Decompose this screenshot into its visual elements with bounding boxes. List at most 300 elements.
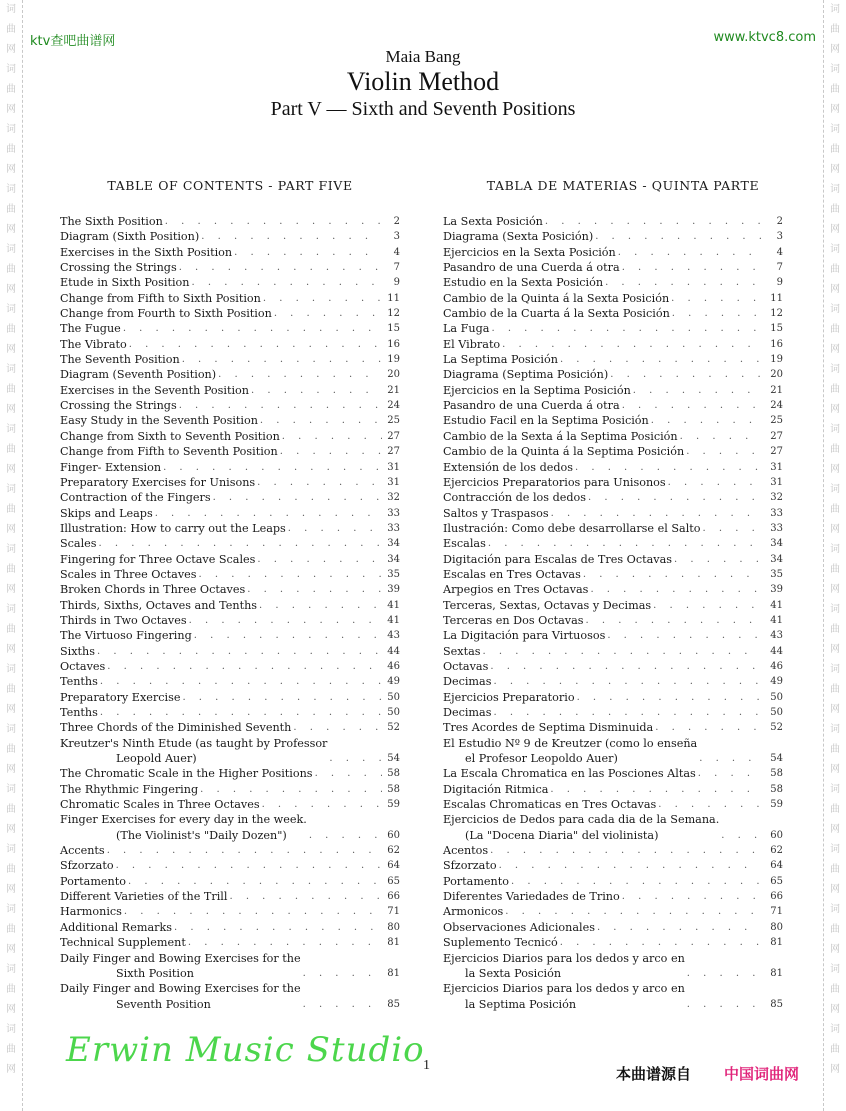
watermark-char: 曲 — [6, 24, 16, 35]
toc-entry-title-line: Terceras, Sextas, Octavas y Decimas — [443, 598, 652, 612]
watermark-char: 网 — [830, 404, 840, 415]
toc-entry-title — [443, 460, 573, 475]
dot-leader — [488, 659, 761, 674]
toc-entry — [443, 858, 783, 873]
toc-entry — [443, 521, 783, 536]
dot-leader — [95, 644, 382, 659]
watermark-char: 曲 — [6, 1044, 16, 1055]
toc-entry-title-line: Skips and Leaps — [60, 506, 153, 520]
watermark-char-group — [830, 120, 840, 180]
toc-entry-page-number: 34 — [387, 538, 400, 550]
toc-entry — [60, 321, 400, 336]
toc-entry — [60, 460, 400, 475]
dot-leader — [549, 506, 761, 521]
toc-entry-title — [60, 260, 177, 275]
toc-entry-title-line: Digitación para Escalas de Tres Octavas — [443, 552, 672, 566]
watermark-char: 曲 — [6, 444, 16, 455]
toc-entry-title — [443, 858, 497, 873]
toc-entry-page-number: 58 — [387, 768, 400, 780]
dot-leader — [105, 843, 382, 858]
toc-entry-page-number: 41 — [770, 599, 783, 611]
watermark-char-group — [830, 1020, 840, 1080]
toc-entry — [60, 521, 400, 536]
toc-entry-title — [60, 613, 187, 628]
toc-entry — [60, 920, 400, 935]
toc-entry — [60, 367, 400, 382]
dot-leader — [672, 552, 761, 567]
watermark-char: 网 — [830, 584, 840, 595]
toc-entry-title-line: The Vibrato — [60, 337, 127, 351]
toc-entry-title — [60, 429, 280, 444]
dot-leader — [301, 997, 382, 1012]
dot-leader — [255, 475, 382, 490]
watermark-char-group — [6, 540, 16, 600]
toc-entry-title — [443, 690, 575, 705]
dot-leader — [186, 935, 382, 950]
watermark-char: 网 — [830, 524, 840, 535]
toc-entry-title-line: Armonicos — [443, 905, 504, 919]
watermark-char: 网 — [6, 224, 16, 235]
watermark-char: 曲 — [830, 804, 840, 815]
toc-entry-title-line: Finger Exercises for every day in the week. — [60, 813, 307, 827]
watermark-char: 网 — [830, 464, 840, 475]
toc-entry — [443, 306, 783, 321]
toc-entry-title-continuation: el Profesor Leopoldo Auer) — [465, 752, 618, 766]
watermark-char: 词 — [830, 244, 840, 255]
book-subtitle: Part V — Sixth and Seventh Positions — [270, 98, 576, 120]
toc-entry-title — [60, 644, 95, 659]
toc-entry-title — [60, 291, 261, 306]
toc-entry — [60, 245, 400, 260]
watermark-char: 曲 — [6, 564, 16, 575]
toc-entry-title-line: Scales in Three Octaves — [60, 567, 197, 581]
toc-entry — [60, 598, 400, 613]
footer-source-site: 中国词曲网 — [724, 1065, 800, 1083]
toc-entry — [60, 736, 400, 767]
toc-entry-page-number: 25 — [770, 415, 783, 427]
watermark-char-group — [830, 960, 840, 1020]
watermark-char: 曲 — [830, 264, 840, 275]
watermark-char: 曲 — [830, 84, 840, 95]
toc-entry-title — [60, 904, 122, 919]
watermark-char: 网 — [6, 944, 16, 955]
toc-entry-title-line: Thirds, Sixths, Octaves and Tenths — [60, 598, 258, 612]
toc-entry-title-line: Arpegios en Tres Octavas — [443, 583, 589, 597]
toc-entry — [60, 720, 400, 735]
toc-entry-page-number: 81 — [770, 967, 783, 979]
toc-entry-title — [443, 413, 649, 428]
toc-entry — [443, 337, 783, 352]
toc-entry-title-line: Daily Finger and Bowing Exercises for the — [60, 982, 301, 996]
dot-leader — [588, 582, 761, 597]
toc-entry-title — [443, 935, 558, 950]
toc-entry — [443, 291, 783, 306]
toc-entry-title-line: Chromatic Scales in Three Octaves — [60, 798, 260, 812]
watermark-char: 网 — [6, 344, 16, 355]
toc-entry-page-number: 7 — [393, 262, 400, 274]
watermark-char: 词 — [830, 124, 840, 135]
toc-heading-english: TABLE OF CONTENTS - PART FIVE — [107, 178, 353, 193]
dot-leader — [595, 920, 761, 935]
dot-leader — [685, 997, 761, 1012]
dot-leader — [543, 214, 761, 229]
toc-entry-page-number: 7 — [776, 262, 783, 274]
toc-entry-title-line: La Escala Chromatica en las Posciones Altas — [443, 767, 696, 781]
dot-leader — [653, 720, 761, 735]
toc-entry-title — [443, 291, 669, 306]
toc-entry-title-line: Tres Acordes de Septima Disminuida — [443, 721, 654, 735]
toc-entry-title — [60, 398, 177, 413]
toc-entry — [443, 214, 783, 229]
dot-leader — [656, 797, 761, 812]
toc-entry-page-number: 71 — [387, 906, 400, 918]
watermark-char: 曲 — [6, 804, 16, 815]
watermark-char-group — [830, 540, 840, 600]
toc-entry-page-number: 49 — [387, 676, 400, 688]
watermark-char-group — [6, 420, 16, 480]
toc-entry-page-number: 59 — [770, 799, 783, 811]
watermark-char: 曲 — [830, 984, 840, 995]
toc-entry-title — [443, 444, 684, 459]
toc-entry — [60, 951, 400, 982]
toc-entry-title — [60, 460, 161, 475]
dot-leader — [489, 321, 761, 336]
dot-leader — [697, 751, 761, 766]
toc-entry-title — [443, 736, 697, 767]
watermark-char-group — [830, 300, 840, 360]
toc-entry-page-number: 9 — [776, 277, 783, 289]
watermark-char: 词 — [6, 964, 16, 975]
watermark-char-group — [6, 660, 16, 720]
dot-leader — [575, 690, 761, 705]
toc-entry-title — [60, 352, 180, 367]
page-header — [0, 46, 846, 122]
watermark-char: 词 — [6, 64, 16, 75]
watermark-char-group — [6, 720, 16, 780]
watermark-char: 词 — [830, 1024, 840, 1035]
watermark-char: 词 — [6, 124, 16, 135]
dot-leader — [509, 874, 761, 889]
watermark-char: 曲 — [830, 324, 840, 335]
toc-entry — [60, 659, 400, 674]
toc-entry-title-line: Tenths — [60, 675, 98, 689]
watermark-char: 词 — [6, 604, 16, 615]
toc-entry-title-line: Suplemento Tecnicó — [443, 936, 558, 950]
dot-leader — [491, 705, 761, 720]
toc-entry — [443, 782, 783, 797]
watermark-char: 曲 — [6, 264, 16, 275]
toc-entry-page-number: 62 — [770, 845, 783, 857]
dot-leader — [98, 674, 382, 689]
toc-entry-page-number: 58 — [770, 768, 783, 780]
toc-entry-title-line: Crossing the Strings — [60, 261, 177, 275]
toc-entry-page-number: 46 — [387, 660, 400, 672]
dot-leader — [678, 429, 761, 444]
toc-entry-page-number: 4 — [393, 246, 400, 258]
toc-entry-page-number: 85 — [387, 998, 400, 1010]
watermark-char-group — [6, 240, 16, 300]
watermark-char: 曲 — [6, 924, 16, 935]
watermark-char: 词 — [6, 904, 16, 915]
dot-leader — [558, 935, 761, 950]
toc-entry-title — [443, 981, 685, 1012]
dot-leader — [313, 766, 382, 781]
toc-entry-page-number: 54 — [770, 753, 783, 765]
toc-entry-title — [443, 506, 549, 521]
toc-entry — [443, 736, 783, 767]
dot-leader — [286, 521, 382, 536]
toc-entry — [443, 552, 783, 567]
toc-entry-title-line: Pasandro de una Cuerda á otra — [443, 399, 620, 413]
toc-entry-title — [443, 613, 583, 628]
watermark-char: 曲 — [6, 324, 16, 335]
toc-entry-title — [60, 659, 105, 674]
toc-entry-title — [60, 214, 163, 229]
watermark-char-group — [6, 300, 16, 360]
toc-entry-page-number: 65 — [387, 875, 400, 887]
toc-entry — [60, 904, 400, 919]
watermark-char: 网 — [830, 104, 840, 115]
dot-leader — [153, 506, 382, 521]
dot-leader — [272, 306, 382, 321]
toc-entry-page-number: 3 — [776, 231, 783, 243]
toc-entry-page-number: 44 — [770, 645, 783, 657]
watermark-char: 网 — [830, 944, 840, 955]
toc-entry-title — [443, 797, 656, 812]
toc-entry-title — [60, 413, 258, 428]
toc-entry-title-continuation: la Septima Posición — [465, 997, 577, 1011]
watermark-char-group — [6, 840, 16, 900]
toc-entry — [60, 582, 400, 597]
dot-leader — [172, 920, 382, 935]
toc-entry-page-number: 41 — [387, 599, 400, 611]
toc-entry-title — [60, 245, 232, 260]
dot-leader — [620, 889, 761, 904]
toc-entry-title-line: El Estudio Nº 9 de Kreutzer (como lo enseña — [443, 736, 698, 750]
toc-entry-page-number: 27 — [770, 446, 783, 458]
toc-entry — [60, 981, 400, 1012]
toc-entry-title-line: Cambio de la Quinta á la Septima Posición — [443, 445, 685, 459]
toc-entry — [60, 843, 400, 858]
watermark-char: 词 — [6, 724, 16, 735]
toc-entry-title-line: Ejercicios Diarios para los dedos y arco en — [443, 982, 685, 996]
watermark-char: 网 — [6, 104, 16, 115]
toc-entry — [60, 674, 400, 689]
toc-entry-page-number: 34 — [770, 538, 783, 550]
toc-entry-title — [443, 260, 620, 275]
toc-entry-title — [60, 306, 272, 321]
watermark-char: 词 — [830, 184, 840, 195]
toc-entry — [60, 506, 400, 521]
dot-leader — [280, 429, 382, 444]
toc-entry-page-number: 66 — [387, 891, 400, 903]
toc-entry — [443, 874, 783, 889]
watermark-char: 曲 — [6, 204, 16, 215]
toc-entry-title — [443, 874, 509, 889]
watermark-char: 网 — [830, 824, 840, 835]
watermark-char-group — [6, 960, 16, 1020]
watermark-char: 曲 — [830, 564, 840, 575]
watermark-char: 曲 — [830, 144, 840, 155]
toc-entry-page-number: 33 — [770, 522, 783, 534]
toc-entry-title — [60, 383, 249, 398]
dot-leader — [177, 260, 382, 275]
toc-entry-title-line: Ejercicios Preparatorio — [443, 690, 575, 704]
toc-entry-page-number: 65 — [770, 875, 783, 887]
watermark-char: 词 — [6, 244, 16, 255]
toc-entry-page-number: 60 — [770, 829, 783, 841]
toc-entry — [443, 321, 783, 336]
watermark-char: 曲 — [830, 24, 840, 35]
page-number: 1 — [423, 1058, 430, 1073]
toc-entry-title — [60, 628, 192, 643]
dot-leader — [122, 904, 382, 919]
watermark-char-group — [6, 780, 16, 840]
toc-entry-title — [443, 674, 491, 689]
watermark-char: 词 — [6, 664, 16, 675]
watermark-char: 网 — [6, 524, 16, 535]
watermark-char-group — [830, 600, 840, 660]
toc-entry-title-line: Escalas — [443, 537, 486, 551]
toc-entry-title-line: The Sixth Position — [60, 215, 163, 228]
toc-entry-page-number: 35 — [770, 568, 783, 580]
toc-entry-title-line: Decimas — [443, 706, 492, 719]
toc-entry-title-line: Diagrama (Septima Posición) — [443, 368, 609, 382]
dot-leader — [491, 674, 761, 689]
toc-entry-page-number: 25 — [387, 415, 400, 427]
toc-entry-title — [443, 275, 603, 290]
toc-entry-page-number: 81 — [387, 967, 400, 979]
toc-entry-title — [443, 644, 481, 659]
toc-entry-page-number: 31 — [770, 461, 783, 473]
toc-entry-page-number: 60 — [387, 829, 400, 841]
watermark-char: 网 — [6, 464, 16, 475]
toc-entry-title-line: Ejercicios de Dedos para cada dia de la Semana. — [443, 813, 720, 827]
toc-entry-title — [443, 659, 488, 674]
dot-leader — [216, 367, 382, 382]
watermark-char-group — [6, 120, 16, 180]
toc-entry-title-line: Daily Finger and Bowing Exercises for the — [60, 951, 301, 965]
toc-entry — [443, 904, 783, 919]
toc-entry — [443, 413, 783, 428]
toc-entry-page-number: 21 — [387, 384, 400, 396]
toc-entry-title — [443, 782, 548, 797]
watermark-char: 网 — [6, 1004, 16, 1015]
toc-entry-page-number: 33 — [387, 522, 400, 534]
toc-entry-title — [443, 306, 670, 321]
toc-entry-title-line: Sfzorzato — [60, 859, 114, 873]
dot-leader — [488, 843, 761, 858]
watermark-char: 词 — [830, 904, 840, 915]
toc-entry-title-line: Change from Sixth to Seventh Position — [60, 429, 280, 443]
toc-entry — [60, 260, 400, 275]
watermark-char: 词 — [830, 604, 840, 615]
toc-entry-title-line: Illustration: How to carry out the Leaps — [60, 521, 286, 535]
toc-entry-page-number: 52 — [770, 722, 783, 734]
toc-entry-title — [443, 598, 651, 613]
toc-entry-title-line: Portamento — [443, 874, 509, 888]
watermark-char: 曲 — [6, 504, 16, 515]
toc-entry-page-number: 43 — [770, 630, 783, 642]
watermark-char: 网 — [830, 284, 840, 295]
toc-entry-page-number: 9 — [393, 277, 400, 289]
dot-leader — [631, 383, 761, 398]
toc-entry-title-line: Octavas — [443, 659, 489, 673]
toc-entry-page-number: 27 — [770, 430, 783, 442]
toc-entry-page-number: 16 — [387, 338, 400, 350]
toc-entry-page-number: 20 — [387, 369, 400, 381]
toc-entry-page-number: 62 — [387, 845, 400, 857]
toc-entry-title-line: Harmonics — [60, 905, 122, 919]
toc-entry-title-line: Broken Chords in Three Octaves — [60, 583, 246, 597]
toc-entry-page-number: 59 — [387, 799, 400, 811]
watermark-char: 曲 — [830, 384, 840, 395]
watermark-char-group — [830, 720, 840, 780]
toc-entry-title-line: Octaves — [60, 659, 106, 673]
toc-entry-title — [60, 275, 190, 290]
dot-leader — [586, 490, 761, 505]
toc-entry-page-number: 11 — [387, 292, 400, 304]
dot-leader — [180, 352, 382, 367]
toc-entry-title-line: Diferentes Variedades de Trino — [443, 890, 620, 904]
toc-entry-page-number: 34 — [387, 553, 400, 565]
toc-entry-title-line: Additional Remarks — [60, 920, 172, 934]
toc-entry-page-number: 46 — [770, 660, 783, 672]
footer-source-label: 本曲谱源自 — [616, 1065, 692, 1083]
toc-entry-title-line: Escalas en Tres Octavas — [443, 567, 581, 581]
watermark-char: 词 — [830, 364, 840, 375]
toc-entry-page-number: 31 — [387, 461, 400, 473]
toc-entry-page-number: 16 — [770, 338, 783, 350]
toc-entry-title-line: Contracción de los dedos — [443, 491, 586, 505]
watermark-char: 网 — [830, 1004, 840, 1015]
toc-entry — [60, 567, 400, 582]
dot-leader — [245, 582, 382, 597]
toc-entry — [60, 858, 400, 873]
toc-entry-page-number: 39 — [387, 584, 400, 596]
toc-entry-title — [60, 935, 186, 950]
toc-entry — [60, 229, 400, 244]
toc-entry-page-number: 52 — [387, 722, 400, 734]
toc-entry — [60, 613, 400, 628]
toc-entry-title-line: Different Varieties of the Trill — [60, 890, 228, 904]
toc-entry-title — [60, 444, 278, 459]
toc-entry-title-line: La Sexta Posición — [443, 215, 543, 228]
toc-entry-page-number: 71 — [770, 906, 783, 918]
toc-entry-title — [60, 337, 127, 352]
toc-entry-title-line: Kreutzer's Ninth Etude (as taught by Professor — [60, 736, 328, 750]
toc-entry-title-line: La Fuga — [443, 322, 490, 336]
toc-entry — [443, 506, 783, 521]
dot-leader — [291, 720, 382, 735]
toc-entry-title-line: Thirds in Two Octaves — [60, 613, 187, 627]
toc-entry-title — [60, 889, 227, 904]
toc-entry-title-line: Cambio de la Sexta á la Septima Posición — [443, 429, 678, 443]
toc-entry-title — [443, 321, 489, 336]
author-name: Maia Bang — [385, 47, 461, 66]
dot-leader — [327, 751, 382, 766]
watermark-char-group — [6, 900, 16, 960]
watermark-char: 词 — [830, 424, 840, 435]
toc-entry — [443, 981, 783, 1012]
dot-leader — [605, 628, 761, 643]
watermark-top-left: ktv查吧曲谱网 — [30, 34, 116, 49]
dot-leader — [232, 245, 382, 260]
toc-entry-page-number: 34 — [770, 553, 783, 565]
watermark-char: 词 — [6, 4, 16, 15]
toc-entry — [60, 552, 400, 567]
toc-entry-title-line: Easy Study in the Seventh Position — [60, 414, 258, 428]
